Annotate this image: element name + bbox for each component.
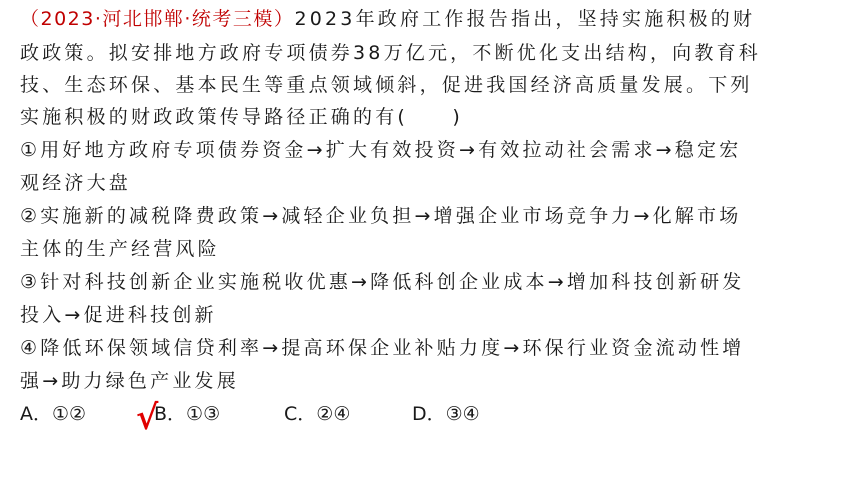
question-line-1 bbox=[20, 2, 755, 36]
option-letter: D． bbox=[412, 403, 446, 425]
option-a[interactable] bbox=[20, 397, 86, 431]
option-value: ①③ bbox=[186, 403, 221, 425]
question-stem-line: 技、生态环保、基本民生等重点领域倾斜，促进我国经济高质量发展。下列 bbox=[20, 74, 753, 96]
answer-check-mark: √ bbox=[136, 398, 159, 438]
option-value: ③④ bbox=[445, 403, 480, 425]
statement-2-line: ②实施新的减税降费政策→减轻企业负担→增强企业市场竞争力→化解市场 bbox=[20, 205, 742, 227]
option-d[interactable] bbox=[412, 397, 480, 431]
statement-4-line: ④降低环保领域信贷利率→提高环保企业补贴力度→环保行业资金流动性增 bbox=[20, 337, 745, 359]
question-stem-line: 2023年政府工作报告指出，坚持实施积极的财 bbox=[294, 8, 756, 30]
option-c[interactable] bbox=[284, 397, 350, 431]
statement-1-line: 观经济大盘 bbox=[20, 172, 132, 194]
option-letter: B． bbox=[154, 403, 187, 425]
question-source: （2023·河北邯郸·统考三模） bbox=[20, 8, 295, 30]
option-letter: C． bbox=[284, 403, 317, 425]
option-letter: A． bbox=[20, 403, 52, 425]
question-stem-line: 实施积极的财政政策传导路径正确的有( ) bbox=[20, 106, 464, 128]
option-value: ②④ bbox=[316, 403, 351, 425]
option-value: ①② bbox=[52, 403, 87, 425]
statement-3-line: ③针对科技创新企业实施税收优惠→降低科创企业成本→增加科技创新研发 bbox=[20, 271, 745, 293]
answer-options bbox=[20, 397, 540, 431]
statement-4-line: 强→助力绿色产业发展 bbox=[20, 370, 239, 392]
statement-3-line: 投入→促进科技创新 bbox=[20, 304, 217, 326]
option-b[interactable] bbox=[154, 397, 220, 431]
question-stem-line: 政政策。拟安排地方政府专项债券38万亿元，不断优化支出结构，向教育科 bbox=[20, 42, 761, 64]
statement-1-line: ①用好地方政府专项债券资金→扩大有效投资→有效拉动社会需求→稳定宏 bbox=[20, 139, 742, 161]
statement-2-line: 主体的生产经营风险 bbox=[20, 238, 220, 260]
